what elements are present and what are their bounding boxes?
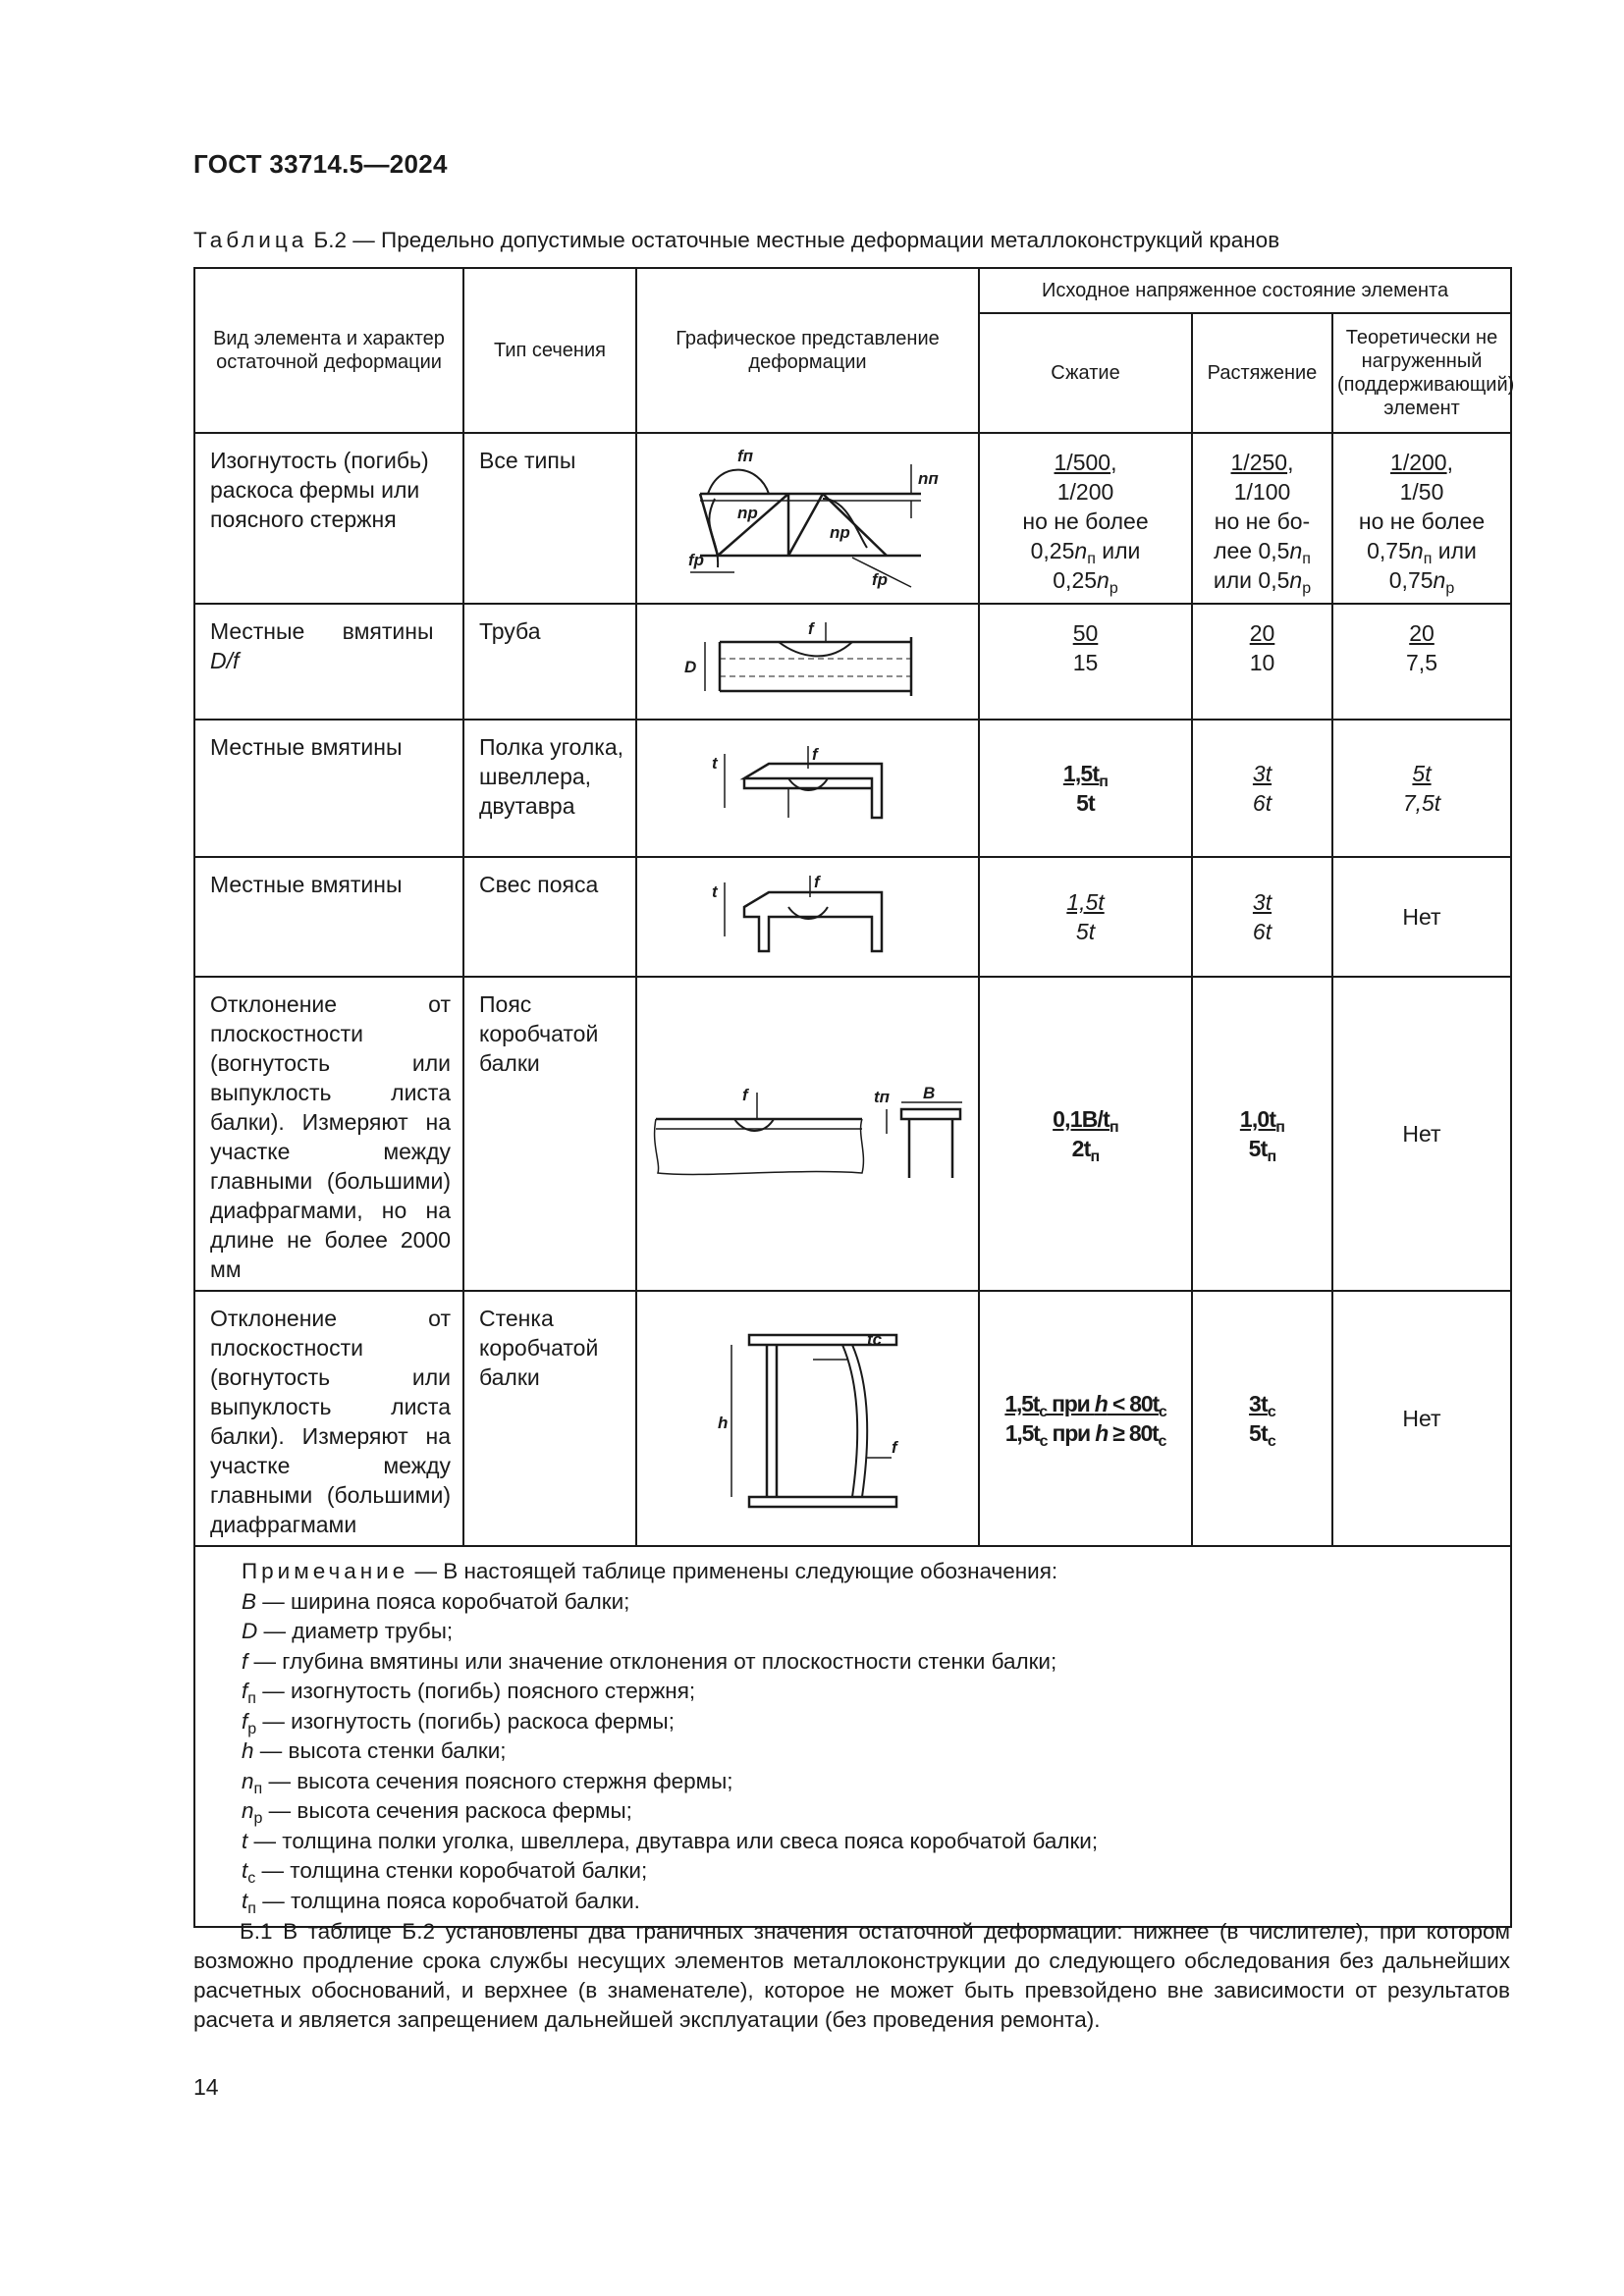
note-item — [242, 1796, 1500, 1827]
note-text: — толщина стенки коробчатой балки; — [255, 1858, 648, 1883]
row1-graphic — [636, 433, 979, 604]
label-D: D — [683, 658, 696, 676]
row1-unl-num: 1/200 — [1390, 450, 1447, 475]
box-flange-diagram — [646, 1075, 970, 1193]
row6-comp-l1a: 1,5t — [1004, 1391, 1040, 1416]
row2-comp-den: 15 — [1072, 650, 1099, 675]
row2-tension — [1192, 604, 1332, 720]
row1-comp-num: 1/500 — [1054, 450, 1111, 475]
row1-comp-l2sub: п — [1087, 551, 1096, 567]
row1-tens-l2sym: n — [1289, 538, 1303, 563]
note-symbol-sub: с — [247, 1870, 256, 1887]
row5-comp-num: 0,1B/t — [1053, 1106, 1110, 1132]
row3-kind: Местные вмятины — [194, 720, 463, 857]
row3-unloaded — [1332, 720, 1511, 857]
row1-comp-l1: но не более — [1022, 508, 1149, 534]
row2-kind — [194, 604, 463, 720]
note-symbol: f — [242, 1648, 248, 1674]
row5-tens-densub: п — [1267, 1148, 1276, 1165]
label-fn-top: fп — [736, 447, 753, 465]
note-item — [242, 1587, 1500, 1618]
document-header: ГОСТ 33714.5—2024 — [193, 149, 448, 179]
note-text: — толщина полки уголка, швеллера, двутавра или свеса пояса коробчатой балки; — [247, 1828, 1099, 1853]
row4-tens-den: 6t — [1252, 919, 1272, 944]
header-unloaded: Теоретически не нагруженный (поддерживающий) элемент — [1332, 313, 1511, 433]
note-item — [242, 1736, 1500, 1767]
row3-tension — [1192, 720, 1332, 857]
header-graphic: Графическое представление деформации — [636, 268, 979, 433]
table-row — [194, 1291, 1511, 1546]
overhang-dent-diagram — [690, 868, 926, 966]
note-text: — толщина пояса коробчатой балки. — [255, 1888, 640, 1913]
row6-comp-l1sub: c — [1039, 1404, 1047, 1420]
note-symbol-sub: р — [253, 1810, 263, 1827]
note-text: — высота сечения раскоса фермы; — [262, 1798, 632, 1823]
label-np-right: nр — [829, 523, 850, 542]
row4-tension — [1192, 857, 1332, 977]
row1-unl-l2sym: n — [1410, 538, 1424, 563]
label-f-flange: f — [811, 745, 818, 764]
table-row — [194, 720, 1511, 857]
row1-unl-l1: но не более — [1358, 508, 1486, 534]
note-intro: — В настоящей таблице применены следующие обозначения: — [408, 1559, 1058, 1583]
row5-compression — [979, 977, 1192, 1291]
note-symbol-sub: п — [247, 1899, 256, 1917]
caption-prefix: Таблица — [193, 228, 308, 252]
row1-comp-l3: 0,25 — [1053, 567, 1098, 593]
row1-kind: Изогнутость (погибь) раскоса фермы или поясного стержня — [194, 433, 463, 604]
row1-tens-l3sub: р — [1302, 580, 1312, 597]
label-tc: tc — [866, 1330, 882, 1349]
row6-comp-l1sub2: c — [1158, 1404, 1166, 1420]
row1-unl-l3sym: n — [1433, 567, 1446, 593]
row2-unl-den: 7,5 — [1406, 650, 1437, 675]
note-text: — высота стенки балки; — [253, 1738, 507, 1763]
label-np-left: nр — [736, 504, 758, 522]
row2-graphic — [636, 604, 979, 720]
row1-tens-l2sub: п — [1302, 551, 1311, 567]
table-note — [194, 1546, 1511, 1927]
row1-comp-l2: 0,25 — [1030, 538, 1075, 563]
row1-unloaded: 1/200, 1/50 но не более $0,75n_п$ или $0,75n_р$ — [1332, 433, 1511, 604]
row1-compression: 1/500, 1/200 но не более $0,25n_п$ или $0,25n_р$ — [979, 433, 1192, 604]
note-symbol: f — [242, 1679, 248, 1703]
row6-kind: Отклонение от плоскостности (вогнутость или выпуклость листа балки). Измеряют на участке между главными (большими) диафрагмами — [194, 1291, 463, 1546]
note-symbol: f — [242, 1708, 248, 1734]
note-row — [194, 1546, 1511, 1927]
row6-comp-l1b: при — [1046, 1391, 1095, 1416]
row4-compression — [979, 857, 1192, 977]
row6-compression — [979, 1291, 1192, 1546]
row4-graphic — [636, 857, 979, 977]
table-row — [194, 977, 1511, 1291]
note-title: Примечание — [242, 1559, 409, 1583]
label-t-flange: t — [711, 754, 718, 773]
note-symbol-sub: п — [247, 1690, 256, 1707]
row6-comp-l2c: h — [1095, 1420, 1109, 1446]
row1-comp-l2tail: или — [1095, 538, 1141, 563]
row6-tens-numsub: c — [1267, 1404, 1275, 1420]
note-text: — ширина пояса коробчатой балки; — [256, 1588, 630, 1614]
label-t-overhang: t — [711, 882, 718, 901]
table-row — [194, 857, 1511, 977]
row5-tens-den: 5t — [1248, 1136, 1268, 1161]
row1-tension: 1/250, 1/100 но не бо- лее $0,5n_п$ или $0,5n_р$ — [1192, 433, 1332, 604]
label-f-overhang: f — [813, 873, 820, 891]
row3-unl-num: 5t — [1412, 761, 1432, 786]
row4-section: Свес пояса — [463, 857, 636, 977]
header-section: Тип сечения — [463, 268, 636, 433]
label-nn: nп — [917, 469, 939, 488]
label-fp-right: fр — [871, 570, 888, 589]
row4-tens-num: 3t — [1252, 889, 1272, 915]
note-symbol: B — [242, 1588, 257, 1614]
row5-tension — [1192, 977, 1332, 1291]
note-symbol: t — [242, 1828, 248, 1853]
row4-unloaded: Нет — [1332, 857, 1511, 977]
row5-comp-numsub: п — [1109, 1119, 1118, 1136]
row2-unloaded — [1332, 604, 1511, 720]
row1-unl-l2sub: п — [1423, 551, 1433, 567]
row1-unl-l2: 0,75 — [1367, 538, 1411, 563]
note-symbol: t — [242, 1858, 248, 1883]
row6-tens-den: 5t — [1249, 1420, 1268, 1446]
label-h: h — [717, 1414, 728, 1432]
row1-unl-den: 1/50 — [1399, 479, 1444, 505]
note-text: — изогнутость (погибь) поясного стержня; — [255, 1679, 696, 1703]
row2-kind-text: Местные вмятины — [210, 618, 434, 644]
row5-tens-num: 1,0t — [1239, 1106, 1276, 1132]
row3-unl-den: 7,5t — [1402, 790, 1441, 816]
row2-unl-num: 20 — [1409, 620, 1435, 646]
box-web-diagram — [690, 1320, 926, 1517]
row1-section: Все типы — [463, 433, 636, 604]
row1-comp-den: 1/200 — [1056, 479, 1114, 505]
note-item — [242, 1647, 1500, 1678]
note-symbol: h — [242, 1738, 254, 1763]
row1-tens-num: 1/250 — [1230, 450, 1288, 475]
row6-comp-l2sub: c — [1039, 1433, 1048, 1450]
note-item — [242, 1617, 1500, 1647]
row3-comp-num: 1,5t — [1062, 761, 1100, 786]
label-B: B — [922, 1084, 935, 1102]
note-item — [242, 1827, 1500, 1857]
row3-compression — [979, 720, 1192, 857]
header-tension: Растяжение — [1192, 313, 1332, 433]
label-f-box: f — [741, 1086, 748, 1104]
row2-kind-ratio: D/f — [210, 648, 240, 673]
paragraph-b1: Б.1 В таблице Б.2 установлены два граничных значения остаточной деформации: нижнее (в числителе), при котором возможно продление срока службы несущих элементов металлоконструкции до следующего обследования без дальнейших расчетных обоснований, и верхнее (в знаменателе), которое не может быть превзойдено вне зависимости от результатов расчета и является запрещением дальнейшей эксплуатации (без проведения ремонта). — [193, 1919, 1510, 2032]
row1-comp-l3sym: n — [1097, 567, 1110, 593]
row6-comp-l2a: 1,5t — [1004, 1420, 1040, 1446]
pipe-dent-diagram — [680, 617, 936, 706]
row6-tens-densub: c — [1267, 1433, 1275, 1450]
header-stress-state: Исходное напряженное состояние элемента — [979, 268, 1511, 313]
row6-comp-l2d: ≥ 80t — [1108, 1420, 1159, 1446]
note-symbol: n — [242, 1768, 254, 1793]
row1-tens-l2: лее 0,5 — [1214, 538, 1290, 563]
label-fp-left: fр — [687, 551, 704, 569]
header-kind: Вид элемента и характер остаточной деформации — [194, 268, 463, 433]
row3-section: Полка уголка, швеллера, двутавра — [463, 720, 636, 857]
row5-unloaded: Нет — [1332, 977, 1511, 1291]
table-row — [194, 604, 1511, 720]
header-compression: Сжатие — [979, 313, 1192, 433]
note-item — [242, 1707, 1500, 1737]
row4-kind: Местные вмятины — [194, 857, 463, 977]
note-item — [242, 1677, 1500, 1707]
row5-comp-densub: п — [1090, 1148, 1100, 1165]
row5-kind: Отклонение от плоскостности (вогнутость или выпуклость листа балки). Измеряют на участке между главными (большими) диафрагмами, но на длине не более 2000 мм — [194, 977, 463, 1291]
note-symbol-sub: р — [247, 1720, 257, 1737]
row6-comp-l1d: < 80t — [1107, 1391, 1159, 1416]
note-text: — диаметр трубы; — [257, 1619, 454, 1643]
row1-unl-l3: 0,75 — [1388, 567, 1434, 593]
row4-comp-num: 1,5t — [1066, 889, 1105, 915]
row2-compression — [979, 604, 1192, 720]
row1-tens-l1: но не бо- — [1214, 508, 1311, 534]
row2-comp-num: 50 — [1072, 620, 1099, 646]
row6-comp-l2b: при — [1047, 1420, 1096, 1446]
row1-tens-l3sym: n — [1289, 567, 1303, 593]
note-text: — изогнутость (погибь) раскоса фермы; — [256, 1708, 675, 1734]
flange-dent-diagram — [690, 734, 926, 842]
row6-graphic — [636, 1291, 979, 1546]
row2-section: Труба — [463, 604, 636, 720]
row4-comp-den: 5t — [1075, 919, 1096, 944]
row1-tens-l3: или 0,5 — [1213, 567, 1290, 593]
row5-graphic — [636, 977, 979, 1291]
row5-comp-den: 2t — [1071, 1136, 1091, 1161]
row3-comp-numsub: п — [1099, 774, 1109, 790]
row5-tens-numsub: п — [1275, 1119, 1285, 1136]
table-row — [194, 433, 1511, 604]
note-items — [242, 1587, 1500, 1917]
row1-unl-l2tail: или — [1432, 538, 1477, 563]
note-symbol: n — [242, 1798, 254, 1823]
row1-unl-l3sub: р — [1445, 580, 1455, 597]
row3-tens-num: 3t — [1252, 761, 1272, 786]
row6-comp-l2sub2: c — [1158, 1433, 1166, 1450]
note-item — [242, 1767, 1500, 1797]
row3-comp-den: 5t — [1076, 790, 1095, 816]
row6-unloaded: Нет — [1332, 1291, 1511, 1546]
note-symbol: t — [242, 1888, 248, 1913]
label-f-web: f — [891, 1438, 897, 1457]
label-f-pipe: f — [807, 619, 814, 638]
row2-tens-num: 20 — [1249, 620, 1275, 646]
note-item — [242, 1856, 1500, 1887]
row1-comp-l3sub: р — [1109, 580, 1118, 597]
row6-tension — [1192, 1291, 1332, 1546]
note-text: — глубина вмятины или значение отклонения от плоскостности стенки балки; — [247, 1648, 1057, 1674]
row6-section: Стенка коробчатой балки — [463, 1291, 636, 1546]
row1-tens-den: 1/100 — [1233, 479, 1291, 505]
note-symbol: D — [242, 1619, 258, 1643]
row5-section: Пояс коробчатой балки — [463, 977, 636, 1291]
row3-graphic — [636, 720, 979, 857]
note-item — [242, 1887, 1500, 1917]
note-symbol-sub: п — [253, 1780, 263, 1797]
truss-deformation-diagram — [661, 440, 955, 597]
page-number: 14 — [193, 2074, 219, 2100]
row6-tens-num: 3t — [1249, 1391, 1268, 1416]
row2-tens-den: 10 — [1249, 650, 1275, 675]
note-text: — высота сечения поясного стержня фермы; — [262, 1768, 733, 1793]
table-caption — [193, 228, 1279, 253]
row1-comp-l2sym: n — [1074, 538, 1088, 563]
caption-text: Б.2 — Предельно допустимые остаточные местные деформации металлоконструкций кранов — [307, 228, 1280, 252]
label-tn: tп — [873, 1088, 890, 1106]
deformation-table — [193, 267, 1515, 1928]
row6-comp-l1c: h — [1094, 1391, 1108, 1416]
row3-tens-den: 6t — [1252, 790, 1272, 816]
